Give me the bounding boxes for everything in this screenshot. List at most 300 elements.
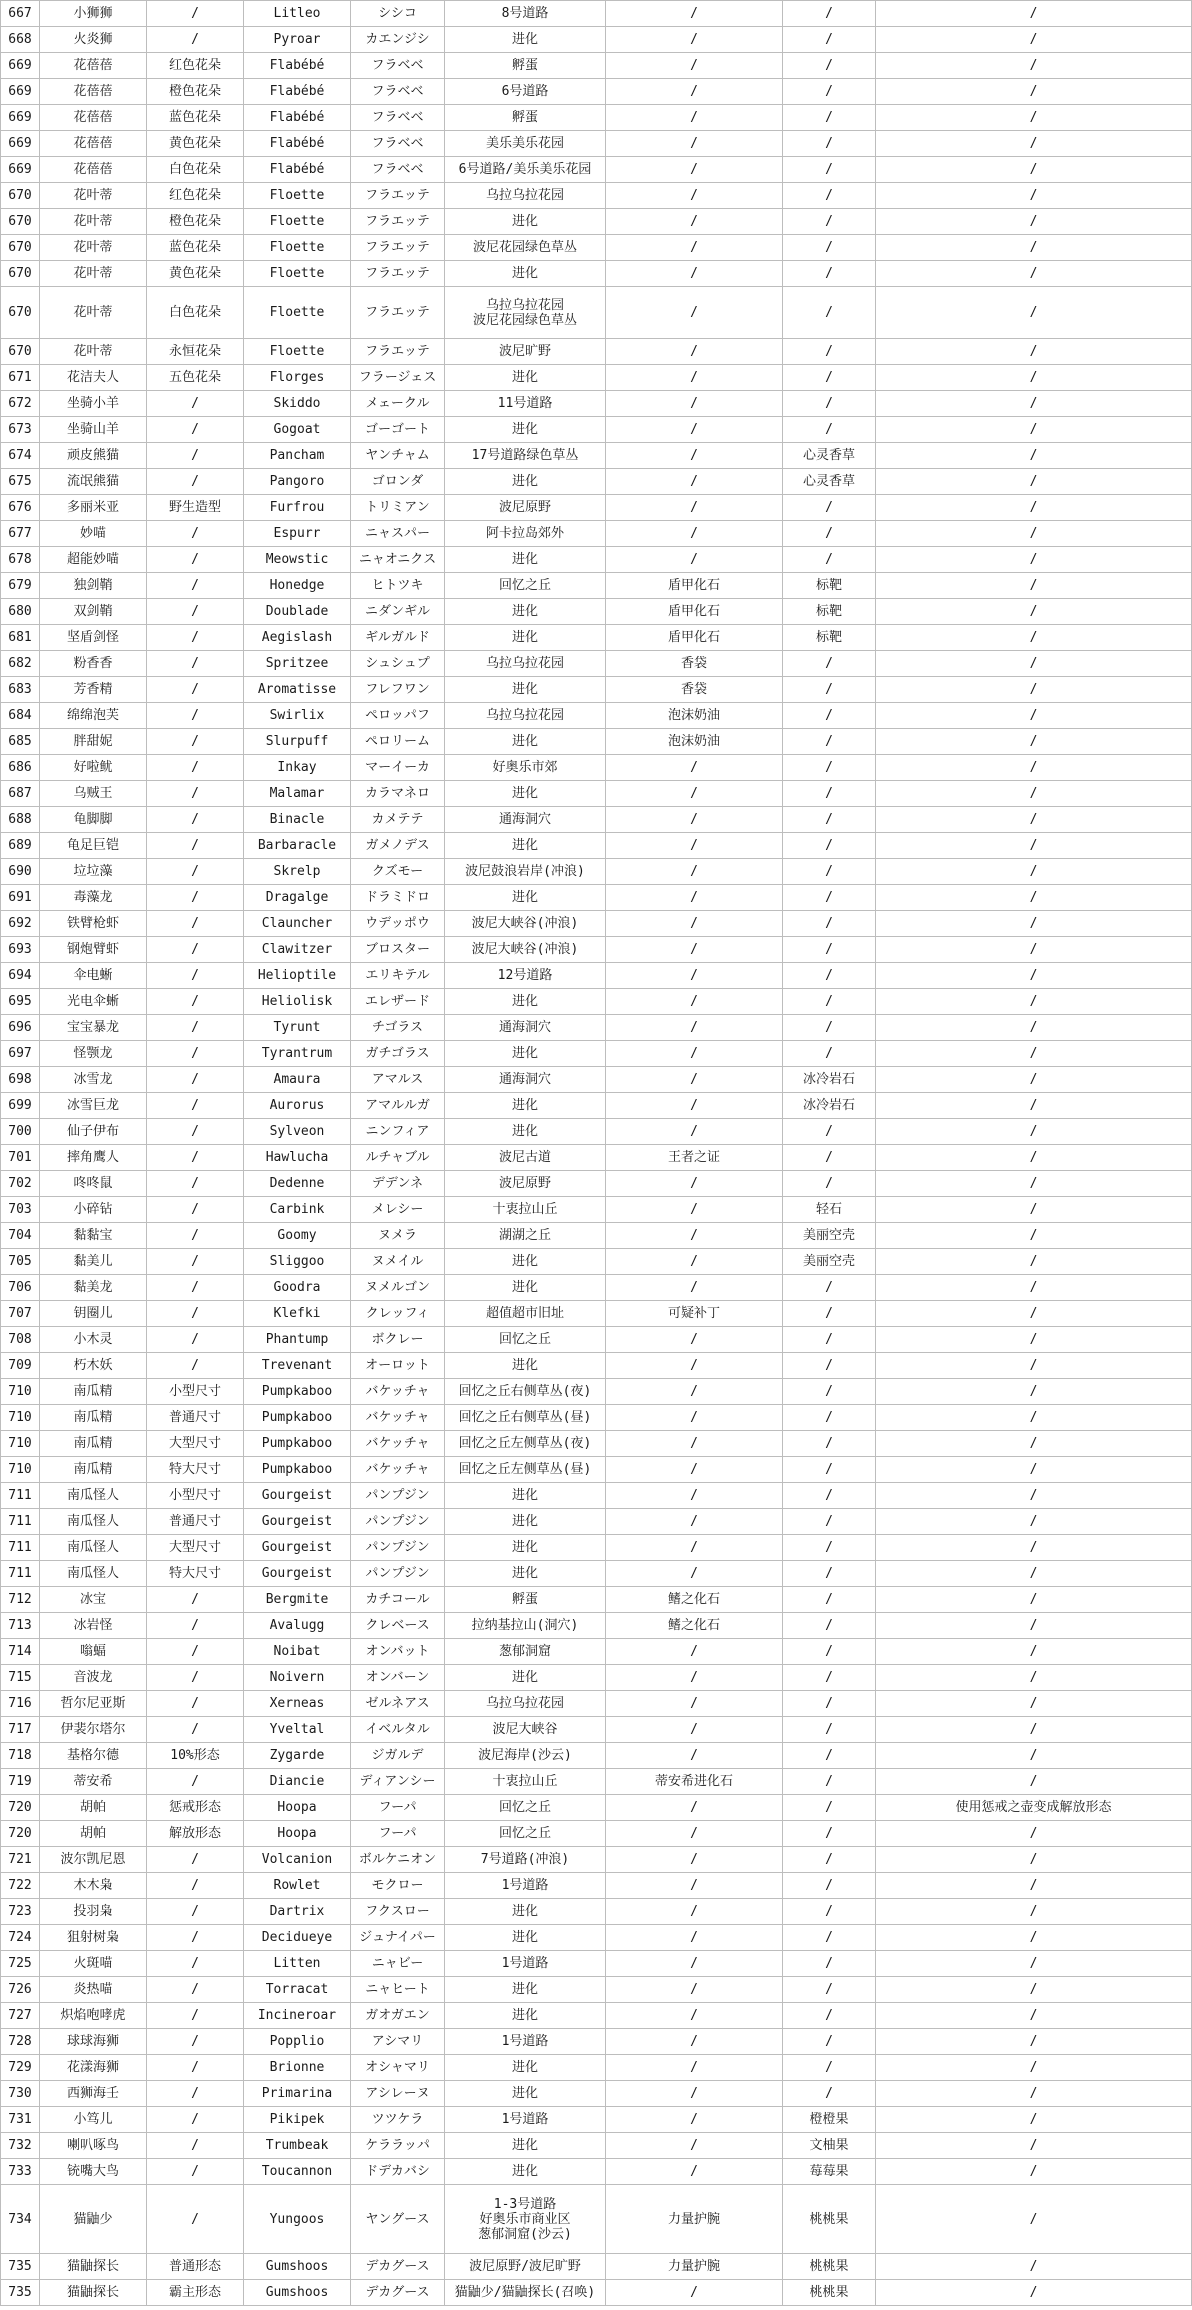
form-cell: / — [147, 469, 244, 495]
held-item-cell: 盾甲化石 — [606, 625, 783, 651]
note-cell: / — [876, 521, 1192, 547]
held-item-cell: 王者之证 — [606, 1145, 783, 1171]
table-row — [1, 885, 1192, 911]
held-item-cell: / — [606, 79, 783, 105]
dex-number-cell: 706 — [1, 1275, 40, 1301]
held-item-cell: / — [606, 1353, 783, 1379]
held-item-secondary-cell: / — [783, 885, 876, 911]
held-item-cell: 香袋 — [606, 651, 783, 677]
held-item-secondary-cell: / — [783, 1353, 876, 1379]
location-cell: 通海洞穴 — [445, 1015, 606, 1041]
held-item-secondary-cell: / — [783, 1509, 876, 1535]
held-item-cell: / — [606, 859, 783, 885]
cell-line: 1-3号道路 — [493, 2196, 557, 2212]
table-row — [1, 1301, 1192, 1327]
table-row — [1, 1847, 1192, 1873]
note-cell: / — [876, 1171, 1192, 1197]
form-cell: 五色花朵 — [147, 365, 244, 391]
held-item-secondary-cell: / — [783, 417, 876, 443]
dex-number-cell: 670 — [1, 209, 40, 235]
japanese-name-cell: ゼルネアス — [351, 1691, 445, 1717]
location-cell: 回忆之丘左侧草丛(昼) — [445, 1457, 606, 1483]
dex-number-cell: 669 — [1, 105, 40, 131]
location-cell: 波尼花园绿色草丛 — [445, 235, 606, 261]
location-cell: 进化 — [445, 1353, 606, 1379]
form-cell: / — [147, 703, 244, 729]
dex-number-cell: 735 — [1, 2254, 40, 2280]
japanese-name-cell: フラエッテ — [351, 261, 445, 287]
form-cell: / — [147, 443, 244, 469]
dex-number-cell: 692 — [1, 911, 40, 937]
location-cell: 回忆之丘右侧草丛(夜) — [445, 1379, 606, 1405]
table-row — [1, 105, 1192, 131]
chinese-name-cell: 花叶蒂 — [40, 183, 147, 209]
japanese-name-cell: ガオガエン — [351, 2003, 445, 2029]
english-name-cell: Diancie — [244, 1769, 351, 1795]
held-item-secondary-cell: / — [783, 1301, 876, 1327]
chinese-name-cell: 黏美儿 — [40, 1249, 147, 1275]
dex-number-cell: 730 — [1, 2081, 40, 2107]
held-item-secondary-cell: / — [783, 1821, 876, 1847]
held-item-secondary-cell: 心灵香草 — [783, 443, 876, 469]
table-row — [1, 2280, 1192, 2306]
english-name-cell: Aurorus — [244, 1093, 351, 1119]
chinese-name-cell: 绵绵泡芙 — [40, 703, 147, 729]
form-cell: 橙色花朵 — [147, 79, 244, 105]
location-cell: 1号道路 — [445, 2107, 606, 2133]
dex-number-cell: 734 — [1, 2185, 40, 2254]
dex-number-cell: 707 — [1, 1301, 40, 1327]
japanese-name-cell: ペロリーム — [351, 729, 445, 755]
table-row — [1, 1327, 1192, 1353]
form-cell: / — [147, 833, 244, 859]
dex-number-cell: 720 — [1, 1795, 40, 1821]
held-item-cell: / — [606, 755, 783, 781]
location-cell: 波尼大峡谷(冲浪) — [445, 911, 606, 937]
english-name-cell: Pyroar — [244, 27, 351, 53]
note-cell: / — [876, 1535, 1192, 1561]
chinese-name-cell: 花蓓蓓 — [40, 157, 147, 183]
note-cell: / — [876, 599, 1192, 625]
japanese-name-cell: アマルス — [351, 1067, 445, 1093]
english-name-cell: Floette — [244, 287, 351, 339]
chinese-name-cell: 小木灵 — [40, 1327, 147, 1353]
japanese-name-cell: オーロット — [351, 1353, 445, 1379]
held-item-secondary-cell: / — [783, 963, 876, 989]
note-cell: / — [876, 235, 1192, 261]
note-cell: / — [876, 1951, 1192, 1977]
chinese-name-cell: 宝宝暴龙 — [40, 1015, 147, 1041]
held-item-cell: / — [606, 781, 783, 807]
held-item-secondary-cell: / — [783, 1041, 876, 1067]
location-cell: 波尼鼓浪岩岸(冲浪) — [445, 859, 606, 885]
held-item-cell: / — [606, 2159, 783, 2185]
held-item-secondary-cell: / — [783, 79, 876, 105]
english-name-cell: Clawitzer — [244, 937, 351, 963]
english-name-cell: Popplio — [244, 2029, 351, 2055]
held-item-secondary-cell: / — [783, 105, 876, 131]
table-row — [1, 1145, 1192, 1171]
held-item-secondary-cell: / — [783, 703, 876, 729]
dex-number-cell: 675 — [1, 469, 40, 495]
form-cell: 橙色花朵 — [147, 209, 244, 235]
form-cell: / — [147, 521, 244, 547]
held-item-secondary-cell: 桃桃果 — [783, 2254, 876, 2280]
held-item-cell: / — [606, 1223, 783, 1249]
form-cell: / — [147, 1977, 244, 2003]
chinese-name-cell: 花叶蒂 — [40, 287, 147, 339]
cell-line: 葱郁洞窟(沙云) — [478, 2226, 572, 2242]
location-cell: 波尼大峡谷 — [445, 1717, 606, 1743]
held-item-secondary-cell: / — [783, 1899, 876, 1925]
location-cell: 进化 — [445, 1483, 606, 1509]
location-cell: 回忆之丘左侧草丛(夜) — [445, 1431, 606, 1457]
dex-number-cell: 727 — [1, 2003, 40, 2029]
dex-number-cell: 667 — [1, 1, 40, 27]
form-cell: 永恒花朵 — [147, 339, 244, 365]
held-item-secondary-cell: 美丽空壳 — [783, 1223, 876, 1249]
held-item-secondary-cell: 美丽空壳 — [783, 1249, 876, 1275]
table-row — [1, 417, 1192, 443]
dex-number-cell: 723 — [1, 1899, 40, 1925]
table-row — [1, 1119, 1192, 1145]
held-item-cell: / — [606, 1197, 783, 1223]
location-cell: 十衷拉山丘 — [445, 1769, 606, 1795]
english-name-cell: Noivern — [244, 1665, 351, 1691]
english-name-cell: Gourgeist — [244, 1561, 351, 1587]
note-cell: / — [876, 2133, 1192, 2159]
form-cell: / — [147, 989, 244, 1015]
held-item-cell: / — [606, 1483, 783, 1509]
held-item-secondary-cell: / — [783, 1795, 876, 1821]
dex-number-cell: 731 — [1, 2107, 40, 2133]
location-cell: 波尼原野 — [445, 495, 606, 521]
table-row — [1, 911, 1192, 937]
table-row — [1, 2133, 1192, 2159]
dex-number-cell: 687 — [1, 781, 40, 807]
english-name-cell: Hoopa — [244, 1795, 351, 1821]
dex-number-cell: 711 — [1, 1535, 40, 1561]
location-cell — [445, 287, 606, 339]
english-name-cell: Inkay — [244, 755, 351, 781]
english-name-cell: Binacle — [244, 807, 351, 833]
japanese-name-cell: ドデカバシ — [351, 2159, 445, 2185]
location-cell: 进化 — [445, 2159, 606, 2185]
held-item-secondary-cell: / — [783, 1535, 876, 1561]
form-cell: 10%形态 — [147, 1743, 244, 1769]
english-name-cell: Pumpkaboo — [244, 1431, 351, 1457]
held-item-secondary-cell: / — [783, 365, 876, 391]
location-cell: 阿卡拉岛郊外 — [445, 521, 606, 547]
held-item-secondary-cell: / — [783, 1, 876, 27]
held-item-cell: / — [606, 1249, 783, 1275]
held-item-cell: / — [606, 1951, 783, 1977]
location-cell: 7号道路(冲浪) — [445, 1847, 606, 1873]
english-name-cell: Flabébé — [244, 105, 351, 131]
chinese-name-cell: 独剑鞘 — [40, 573, 147, 599]
form-cell: / — [147, 1119, 244, 1145]
held-item-secondary-cell: / — [783, 755, 876, 781]
form-cell: / — [147, 1639, 244, 1665]
held-item-secondary-cell: / — [783, 1743, 876, 1769]
location-cell: 进化 — [445, 365, 606, 391]
chinese-name-cell: 南瓜怪人 — [40, 1535, 147, 1561]
note-cell: / — [876, 1353, 1192, 1379]
held-item-cell: / — [606, 1899, 783, 1925]
japanese-name-cell: バケッチャ — [351, 1431, 445, 1457]
japanese-name-cell: フラベベ — [351, 53, 445, 79]
held-item-cell: / — [606, 1977, 783, 2003]
chinese-name-cell: 冰雪龙 — [40, 1067, 147, 1093]
japanese-name-cell: エレザード — [351, 989, 445, 1015]
note-cell: / — [876, 1743, 1192, 1769]
dex-number-cell: 717 — [1, 1717, 40, 1743]
english-name-cell: Pancham — [244, 443, 351, 469]
chinese-name-cell: 超能妙喵 — [40, 547, 147, 573]
held-item-cell: 力量护腕 — [606, 2254, 783, 2280]
table-row — [1, 157, 1192, 183]
english-name-cell: Primarina — [244, 2081, 351, 2107]
location-cell: 回忆之丘 — [445, 573, 606, 599]
chinese-name-cell: 芳香精 — [40, 677, 147, 703]
table-row — [1, 287, 1192, 339]
location-cell: 17号道路绿色草丛 — [445, 443, 606, 469]
english-name-cell: Klefki — [244, 1301, 351, 1327]
form-cell: 蓝色花朵 — [147, 105, 244, 131]
note-cell: / — [876, 1, 1192, 27]
location-cell: 波尼旷野 — [445, 339, 606, 365]
note-cell: / — [876, 79, 1192, 105]
english-name-cell: Pumpkaboo — [244, 1405, 351, 1431]
held-item-cell: / — [606, 235, 783, 261]
japanese-name-cell: クレッフィ — [351, 1301, 445, 1327]
held-item-secondary-cell: / — [783, 989, 876, 1015]
form-cell: / — [147, 1275, 244, 1301]
location-cell: 进化 — [445, 625, 606, 651]
form-cell: 小型尺寸 — [147, 1483, 244, 1509]
english-name-cell: Aegislash — [244, 625, 351, 651]
table-row — [1, 2107, 1192, 2133]
note-cell: / — [876, 755, 1192, 781]
note-cell: / — [876, 547, 1192, 573]
form-cell: / — [147, 1327, 244, 1353]
location-cell: 乌拉乌拉花园 — [445, 703, 606, 729]
held-item-cell: / — [606, 521, 783, 547]
english-name-cell: Floette — [244, 261, 351, 287]
form-cell: / — [147, 1301, 244, 1327]
dex-number-cell: 694 — [1, 963, 40, 989]
japanese-name-cell: ゴーゴート — [351, 417, 445, 443]
dex-number-cell: 709 — [1, 1353, 40, 1379]
note-cell: / — [876, 1717, 1192, 1743]
chinese-name-cell: 坐骑小羊 — [40, 391, 147, 417]
form-cell: 白色花朵 — [147, 287, 244, 339]
form-cell: / — [147, 937, 244, 963]
held-item-cell: / — [606, 443, 783, 469]
japanese-name-cell: ジガルデ — [351, 1743, 445, 1769]
form-cell: / — [147, 1717, 244, 1743]
japanese-name-cell: エリキテル — [351, 963, 445, 989]
chinese-name-cell: 花蓓蓓 — [40, 79, 147, 105]
held-item-secondary-cell: / — [783, 287, 876, 339]
japanese-name-cell: ボクレー — [351, 1327, 445, 1353]
held-item-secondary-cell: / — [783, 833, 876, 859]
location-cell: 进化 — [445, 989, 606, 1015]
held-item-cell: / — [606, 1691, 783, 1717]
dex-number-cell: 701 — [1, 1145, 40, 1171]
table-row — [1, 1587, 1192, 1613]
english-name-cell: Goomy — [244, 1223, 351, 1249]
table-row — [1, 677, 1192, 703]
note-cell: / — [876, 105, 1192, 131]
note-cell: / — [876, 937, 1192, 963]
japanese-name-cell: フラエッテ — [351, 235, 445, 261]
held-item-cell: / — [606, 2055, 783, 2081]
japanese-name-cell: ニャスパー — [351, 521, 445, 547]
held-item-secondary-cell: 标靶 — [783, 599, 876, 625]
table-row — [1, 1457, 1192, 1483]
chinese-name-cell: 妙喵 — [40, 521, 147, 547]
chinese-name-cell: 炎热喵 — [40, 1977, 147, 2003]
japanese-name-cell: パンプジン — [351, 1483, 445, 1509]
japanese-name-cell: ギルガルド — [351, 625, 445, 651]
english-name-cell: Yveltal — [244, 1717, 351, 1743]
english-name-cell: Flabébé — [244, 79, 351, 105]
japanese-name-cell: ルチャブル — [351, 1145, 445, 1171]
chinese-name-cell: 花蓓蓓 — [40, 105, 147, 131]
english-name-cell: Clauncher — [244, 911, 351, 937]
held-item-cell: / — [606, 1795, 783, 1821]
dex-number-cell: 670 — [1, 261, 40, 287]
dex-number-cell: 669 — [1, 53, 40, 79]
english-name-cell: Avalugg — [244, 1613, 351, 1639]
chinese-name-cell: 铁臂枪虾 — [40, 911, 147, 937]
english-name-cell: Litleo — [244, 1, 351, 27]
chinese-name-cell: 南瓜精 — [40, 1457, 147, 1483]
note-cell: / — [876, 911, 1192, 937]
note-cell: / — [876, 2185, 1192, 2254]
held-item-secondary-cell: / — [783, 1613, 876, 1639]
note-cell: / — [876, 2159, 1192, 2185]
note-cell: / — [876, 1275, 1192, 1301]
note-cell: / — [876, 1639, 1192, 1665]
japanese-name-cell: デカグース — [351, 2254, 445, 2280]
japanese-name-cell: カチコール — [351, 1587, 445, 1613]
dex-number-cell: 668 — [1, 27, 40, 53]
form-cell: 霸主形态 — [147, 2280, 244, 2306]
form-cell: 白色花朵 — [147, 157, 244, 183]
dex-number-cell: 713 — [1, 1613, 40, 1639]
note-cell: / — [876, 2003, 1192, 2029]
chinese-name-cell: 冰雪巨龙 — [40, 1093, 147, 1119]
english-name-cell: Honedge — [244, 573, 351, 599]
note-cell: / — [876, 963, 1192, 989]
note-cell: / — [876, 859, 1192, 885]
japanese-name-cell: フラエッテ — [351, 183, 445, 209]
form-cell: 惩戒形态 — [147, 1795, 244, 1821]
held-item-secondary-cell: / — [783, 1015, 876, 1041]
location-cell: 进化 — [445, 547, 606, 573]
note-cell: / — [876, 1249, 1192, 1275]
english-name-cell: Furfrou — [244, 495, 351, 521]
japanese-name-cell: ジュナイパー — [351, 1925, 445, 1951]
form-cell: / — [147, 1613, 244, 1639]
dex-number-cell: 670 — [1, 287, 40, 339]
note-cell: / — [876, 1431, 1192, 1457]
dex-number-cell: 728 — [1, 2029, 40, 2055]
note-cell: / — [876, 1041, 1192, 1067]
location-cell: 进化 — [445, 833, 606, 859]
held-item-cell: / — [606, 1717, 783, 1743]
chinese-name-cell: 伊裴尔塔尔 — [40, 1717, 147, 1743]
form-cell: / — [147, 391, 244, 417]
held-item-cell: 泡沫奶油 — [606, 703, 783, 729]
japanese-name-cell: ニャオニクス — [351, 547, 445, 573]
held-item-cell: / — [606, 209, 783, 235]
english-name-cell: Trevenant — [244, 1353, 351, 1379]
table-row — [1, 1379, 1192, 1405]
form-cell: 红色花朵 — [147, 183, 244, 209]
held-item-secondary-cell: / — [783, 651, 876, 677]
location-cell: 乌拉乌拉花园 — [445, 183, 606, 209]
held-item-cell: / — [606, 261, 783, 287]
table-row — [1, 1665, 1192, 1691]
chinese-name-cell: 黏黏宝 — [40, 1223, 147, 1249]
english-name-cell: Pangoro — [244, 469, 351, 495]
english-name-cell: Gogoat — [244, 417, 351, 443]
chinese-name-cell: 音波龙 — [40, 1665, 147, 1691]
note-cell: / — [876, 1613, 1192, 1639]
table-row — [1, 2159, 1192, 2185]
held-item-secondary-cell: 冰冷岩石 — [783, 1093, 876, 1119]
chinese-name-cell: 钥圈儿 — [40, 1301, 147, 1327]
form-cell: / — [147, 1, 244, 27]
held-item-secondary-cell: / — [783, 1977, 876, 2003]
chinese-name-cell: 南瓜精 — [40, 1405, 147, 1431]
form-cell: / — [147, 729, 244, 755]
held-item-cell: / — [606, 1119, 783, 1145]
japanese-name-cell: ヤンチャム — [351, 443, 445, 469]
held-item-cell: / — [606, 885, 783, 911]
location-cell: 超值超市旧址 — [445, 1301, 606, 1327]
dex-number-cell: 712 — [1, 1587, 40, 1613]
location-cell: 进化 — [445, 599, 606, 625]
location-cell — [445, 2185, 606, 2254]
note-cell: / — [876, 807, 1192, 833]
table-row — [1, 2003, 1192, 2029]
english-name-cell: Bergmite — [244, 1587, 351, 1613]
table-row — [1, 989, 1192, 1015]
table-row — [1, 1249, 1192, 1275]
location-cell: 11号道路 — [445, 391, 606, 417]
english-name-cell: Trumbeak — [244, 2133, 351, 2159]
note-cell: / — [876, 1821, 1192, 1847]
note-cell: / — [876, 2280, 1192, 2306]
japanese-name-cell: フラベベ — [351, 131, 445, 157]
english-name-cell: Pumpkaboo — [244, 1457, 351, 1483]
table-row — [1, 1171, 1192, 1197]
chinese-name-cell: 咚咚鼠 — [40, 1171, 147, 1197]
held-item-cell: / — [606, 989, 783, 1015]
location-cell: 进化 — [445, 1249, 606, 1275]
form-cell: 特大尺寸 — [147, 1457, 244, 1483]
held-item-secondary-cell: / — [783, 1327, 876, 1353]
note-cell: 使用惩戒之壶变成解放形态 — [876, 1795, 1192, 1821]
japanese-name-cell: ケララッパ — [351, 2133, 445, 2159]
chinese-name-cell: 龟足巨铠 — [40, 833, 147, 859]
location-cell: 进化 — [445, 1665, 606, 1691]
held-item-cell: / — [606, 1431, 783, 1457]
